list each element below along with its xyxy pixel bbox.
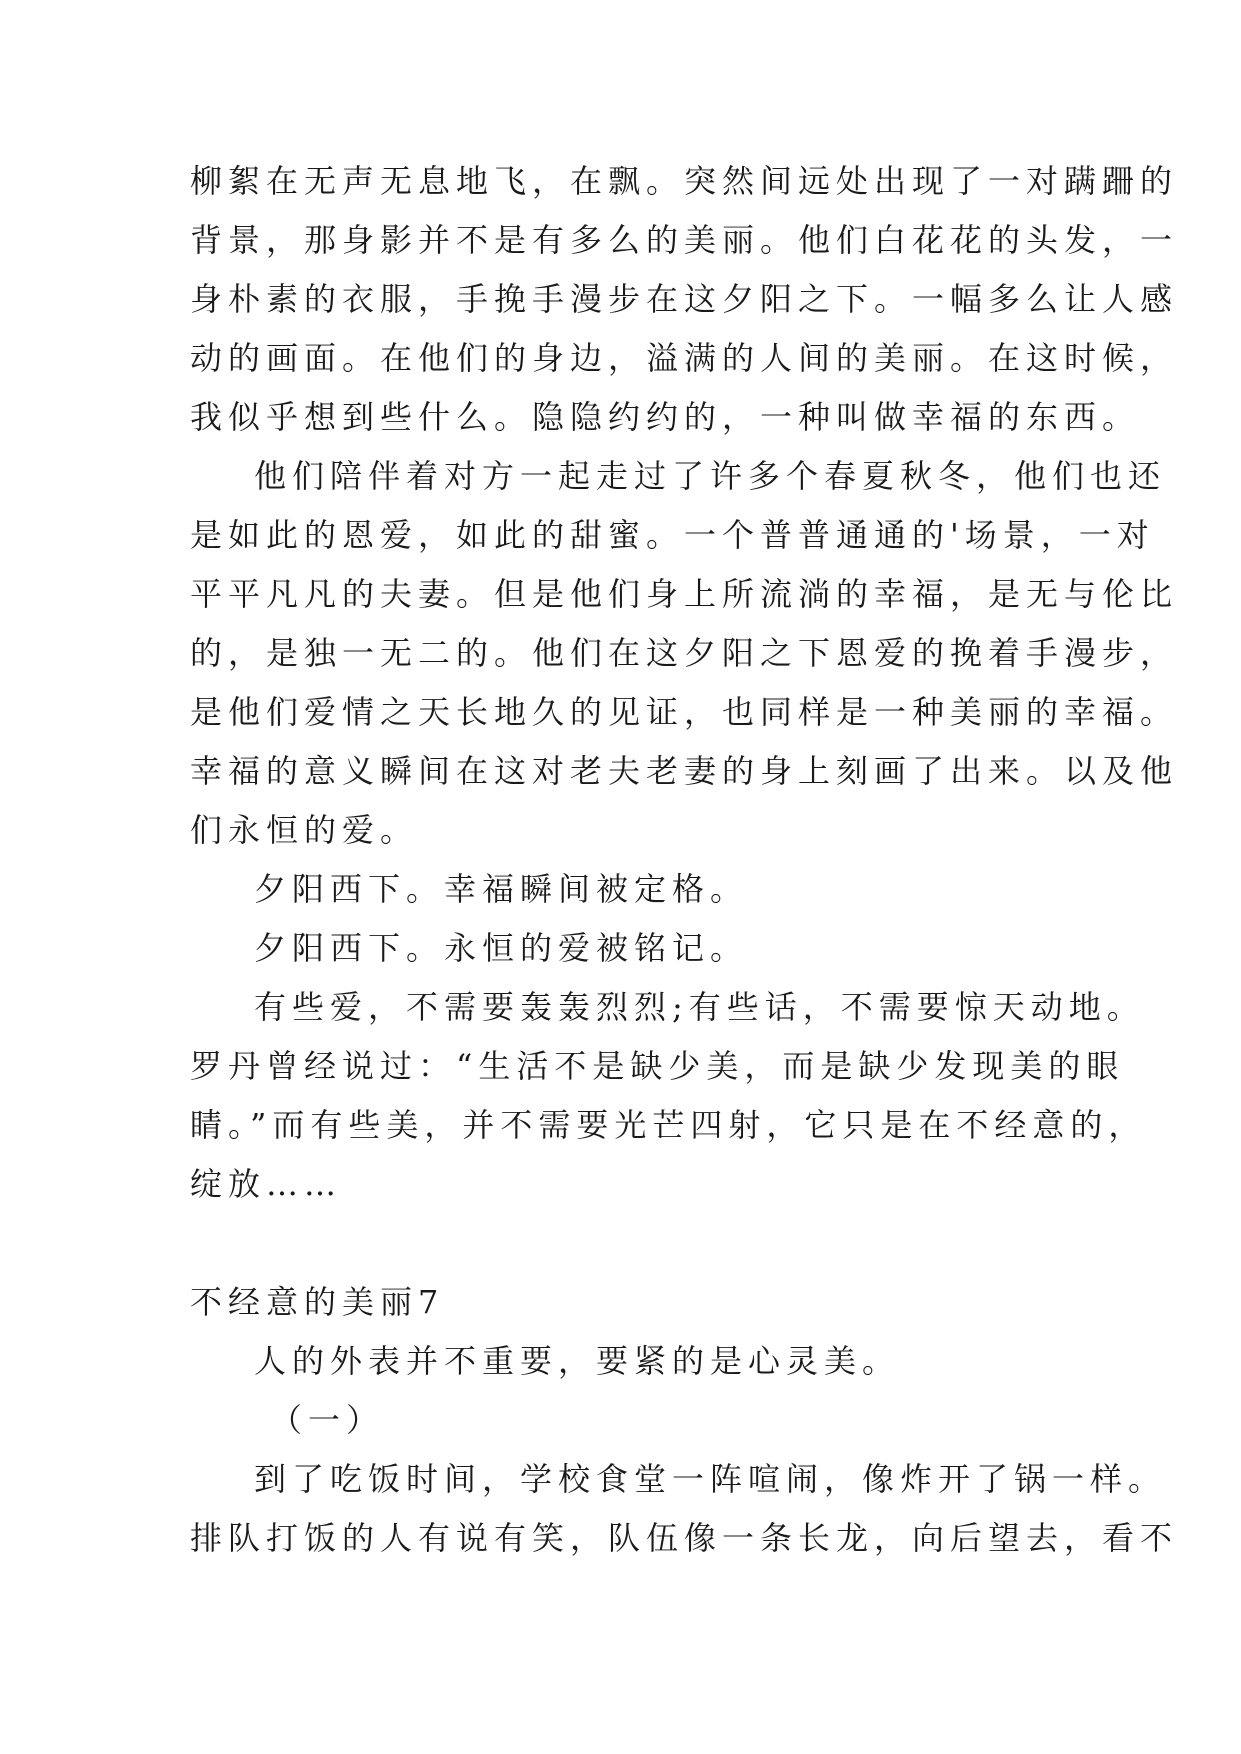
text-line: 排队打饭的人有说有笑，队伍像一条长龙，向后望去，看不: [190, 1519, 1179, 1557]
text-line: 是他们爱情之天长地久的见证，也同样是一种美丽的幸福。: [190, 693, 1179, 731]
text-line: 到了吃饭时间，学校食堂一阵喧闹，像炸开了锅一样。: [254, 1460, 1167, 1498]
section-title: 不经意的美丽7: [190, 1283, 445, 1321]
text-line: 幸福的意义瞬间在这对老夫老妻的身上刻画了出来。以及他: [190, 752, 1179, 790]
text-line: 我似乎想到些什么。隐隐约约的，一种叫做幸福的东西。: [190, 398, 1141, 436]
text-line: 睛。”而有些美，并不需要光芒四射，它只是在不经意的，: [190, 1106, 1147, 1144]
paragraph: [190, 152, 1179, 447]
text-line: 身朴素的衣服，手挽手漫步在这夕阳之下。一幅多么让人感: [190, 280, 1179, 318]
text-line: 是如此的恩爱，如此的甜蜜。一个普普通通的'场景，一对: [190, 516, 1155, 554]
text-line: 背景，那身影并不是有多么的美丽。他们白花花的头发，一: [190, 221, 1179, 259]
text-line: 他们陪伴着对方一起走过了许多个春夏秋冬，他们也还: [254, 457, 1167, 495]
text-line: 柳絮在无声无息地飞，在飘。突然间远处出现了一对蹒跚的: [190, 162, 1179, 200]
text-line: 们永恒的爱。: [190, 811, 419, 849]
document-page: [190, 152, 1179, 1568]
paragraph: 夕阳西下。幸福瞬间被定格。: [254, 870, 749, 908]
text-line: 罗丹曾经说过：“生活不是缺少美，而是缺少发现美的眼: [190, 1047, 1125, 1085]
text-line: 有些爱，不需要轰轰烈烈;有些话，不需要惊天动地。: [254, 988, 1145, 1026]
text-line: 平平凡凡的夫妻。但是他们身上所流淌的幸福，是无与伦比: [190, 575, 1179, 613]
paragraph: 夕阳西下。永恒的爱被铭记。: [254, 929, 749, 967]
subsection-label: （一）: [270, 1401, 385, 1439]
paragraph: [190, 447, 1179, 860]
text-line: 绽放……: [190, 1165, 343, 1203]
paragraph: [190, 978, 1147, 1214]
text-line: 动的画面。在他们的身边，溢满的人间的美丽。在这时候，: [190, 339, 1179, 377]
paragraph: [190, 1450, 1179, 1568]
paragraph: 人的外表并不重要，要紧的是心灵美。: [254, 1342, 901, 1380]
text-line: 的，是独一无二的。他们在这夕阳之下恩爱的挽着手漫步，: [190, 634, 1179, 672]
